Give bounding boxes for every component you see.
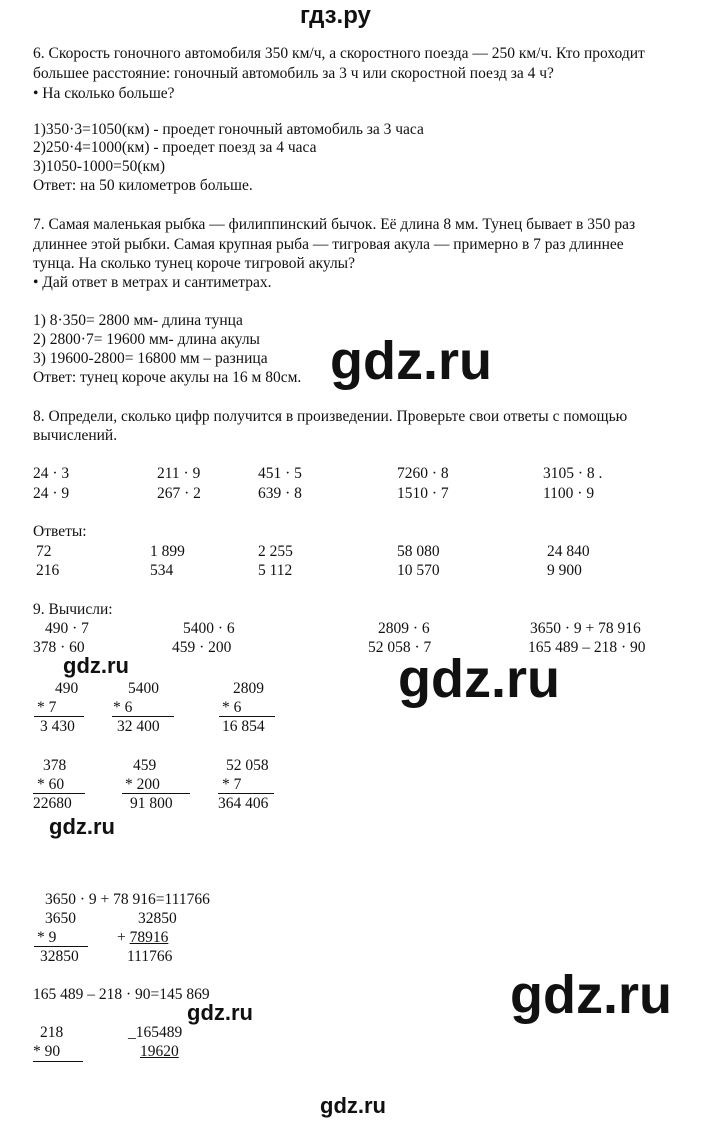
task7-answer: Ответ: тунец короче акулы на 16 м 80см. xyxy=(33,369,302,386)
task9-expr: 3650 · 9 + 78 916 xyxy=(530,620,641,637)
task8-answer: 2 255 xyxy=(258,543,293,560)
ex3-b-result: 111766 xyxy=(127,948,173,965)
ex4-title: 165 489 – 218 · 90=145 869 xyxy=(33,986,210,1003)
task8-expr: 639 · 8 xyxy=(258,485,302,502)
watermark: gdz.ru xyxy=(330,331,492,391)
calc-c-result: 16 854 xyxy=(222,718,265,735)
task6-line3: • На сколько больше? xyxy=(33,85,175,102)
task8-answer: 216 xyxy=(36,562,60,579)
task7-line2: длиннее этой рыбки. Самая крупная рыба — тигровая акула — примерно в 7 раз длиннее xyxy=(33,236,624,253)
task8-answer: 9 900 xyxy=(547,562,582,579)
calc-c-top: 2809 xyxy=(233,680,264,697)
task7-solution-2: 2) 2800·7= 19600 мм- длина акулы xyxy=(33,331,260,348)
task8-expr: 267 · 2 xyxy=(157,485,201,502)
ex3-b-top: 32850 xyxy=(138,910,177,927)
task6-solution-2: 2)250·4=1000(км) - проедет поезд за 4 часа xyxy=(33,139,317,156)
calc-d-top: 378 xyxy=(43,757,67,774)
watermark: gdz.ru xyxy=(398,649,560,709)
task8-answer: 24 840 xyxy=(547,543,590,560)
watermark: gdz.ru xyxy=(187,1000,253,1025)
ex3-b-plus: + xyxy=(117,929,130,946)
task8-expr: 451 · 5 xyxy=(258,465,302,482)
task9-expr: 5400 · 6 xyxy=(183,620,235,637)
watermark: gdz.ru xyxy=(49,814,115,839)
calc-c-mul: * 6 xyxy=(222,699,242,716)
calc-e-mul: * 200 xyxy=(125,776,160,793)
calc-e-top: 459 xyxy=(133,757,157,774)
task9-expr: 378 · 60 xyxy=(33,639,85,656)
task7-line4: • Дай ответ в метрах и сантиметрах. xyxy=(33,274,272,291)
task8-expr: 1510 · 7 xyxy=(397,485,449,502)
ex4-a-top: 218 xyxy=(40,1024,64,1041)
task8-answer: 10 570 xyxy=(397,562,440,579)
task6-solution-3: 3)1050-1000=50(км) xyxy=(33,158,165,175)
calc-f-result: 364 406 xyxy=(218,795,269,812)
task9-expr: 490 · 7 xyxy=(45,620,89,637)
task8-answer: 1 899 xyxy=(150,543,185,560)
task7-solution-3: 3) 19600-2800= 16800 мм – разница xyxy=(33,350,268,367)
task8-answer: 5 112 xyxy=(258,562,293,579)
task8-line1: 8. Определи, сколько цифр получится в произведении. Проверьте свои ответы с помощью xyxy=(33,408,628,425)
task8-expr: 7260 · 8 xyxy=(397,465,449,482)
task6-line1: 6. Скорость гоночного автомобиля 350 км/ч, а скоростного поезда — 250 км/ч. Кто проходит xyxy=(33,45,645,62)
ex4-a-line xyxy=(33,1061,83,1062)
calc-d-result: 22680 xyxy=(33,795,72,812)
ex3-a-result: 32850 xyxy=(40,948,79,965)
watermark: gdz.ru xyxy=(510,965,672,1025)
calc-d-mul: * 60 xyxy=(37,776,65,793)
task7-line1: 7. Самая маленькая рыбка — филиппинский бычок. Её длина 8 мм. Тунец бывает в 350 раз xyxy=(33,216,636,233)
ex4-a-mul: * 90 xyxy=(33,1043,61,1060)
task8-expr: 24 · 9 xyxy=(33,485,70,502)
ex3-b-addend: 78916 xyxy=(129,929,169,946)
calc-b-result: 32 400 xyxy=(117,718,160,735)
task6-answer: Ответ: на 50 километров больше. xyxy=(33,177,253,194)
calc-f-top: 52 058 xyxy=(226,757,269,774)
ex3-a-top: 3650 xyxy=(45,910,76,927)
task6-line2: большее расстояние: гоночный автомобиль за 3 ч или скоростной поезд за 4 ч? xyxy=(33,65,554,82)
task8-expr: 1100 · 9 xyxy=(543,485,595,502)
task8-answer: 58 080 xyxy=(397,543,440,560)
task8-line2: вычислений. xyxy=(33,427,118,444)
calc-f-mul: * 7 xyxy=(222,776,242,793)
watermark: gdz.ru xyxy=(320,1093,386,1118)
calc-a-top: 490 xyxy=(55,680,79,697)
task9-expr: 2809 · 6 xyxy=(378,620,430,637)
ex3-b-add-line xyxy=(117,928,168,948)
ex3-title: 3650 · 9 + 78 916=111766 xyxy=(45,891,210,908)
ex4-b-subtrahend: 19620 xyxy=(140,1043,179,1060)
task9-expr: 52 058 · 7 xyxy=(368,639,432,656)
task8-expr: 211 · 9 xyxy=(157,465,201,482)
ex3-a-mul: * 9 xyxy=(37,929,57,946)
page-title: гдз.ру xyxy=(300,2,371,29)
calc-b-mul: * 6 xyxy=(113,699,133,716)
task9-label: 9. Вычисли: xyxy=(33,601,113,618)
task8-answer: 534 xyxy=(150,562,174,579)
task8-answer: 72 xyxy=(36,543,52,560)
calc-a-result: 3 430 xyxy=(40,718,75,735)
calc-a-mul: * 7 xyxy=(37,699,57,716)
task8-answers-label: Ответы: xyxy=(33,523,87,540)
task6-solution-1: 1)350·3=1050(км) - проедет гоночный автомобиль за 3 часа xyxy=(33,121,424,138)
task7-solution-1: 1) 8·350= 2800 мм- длина тунца xyxy=(33,312,243,329)
task8-expr: 3105 · 8 . xyxy=(543,465,603,482)
task7-line3: тунца. На сколько тунец короче тигровой акулы? xyxy=(33,255,355,272)
task9-expr: 459 · 200 xyxy=(172,639,232,656)
watermark: gdz.ru xyxy=(63,653,129,678)
task9-expr: 165 489 – 218 · 90 xyxy=(528,639,646,656)
calc-e-result: 91 800 xyxy=(130,795,173,812)
ex4-b-top: _165489 xyxy=(128,1024,183,1041)
task8-expr: 24 · 3 xyxy=(33,465,70,482)
calc-b-top: 5400 xyxy=(128,680,159,697)
